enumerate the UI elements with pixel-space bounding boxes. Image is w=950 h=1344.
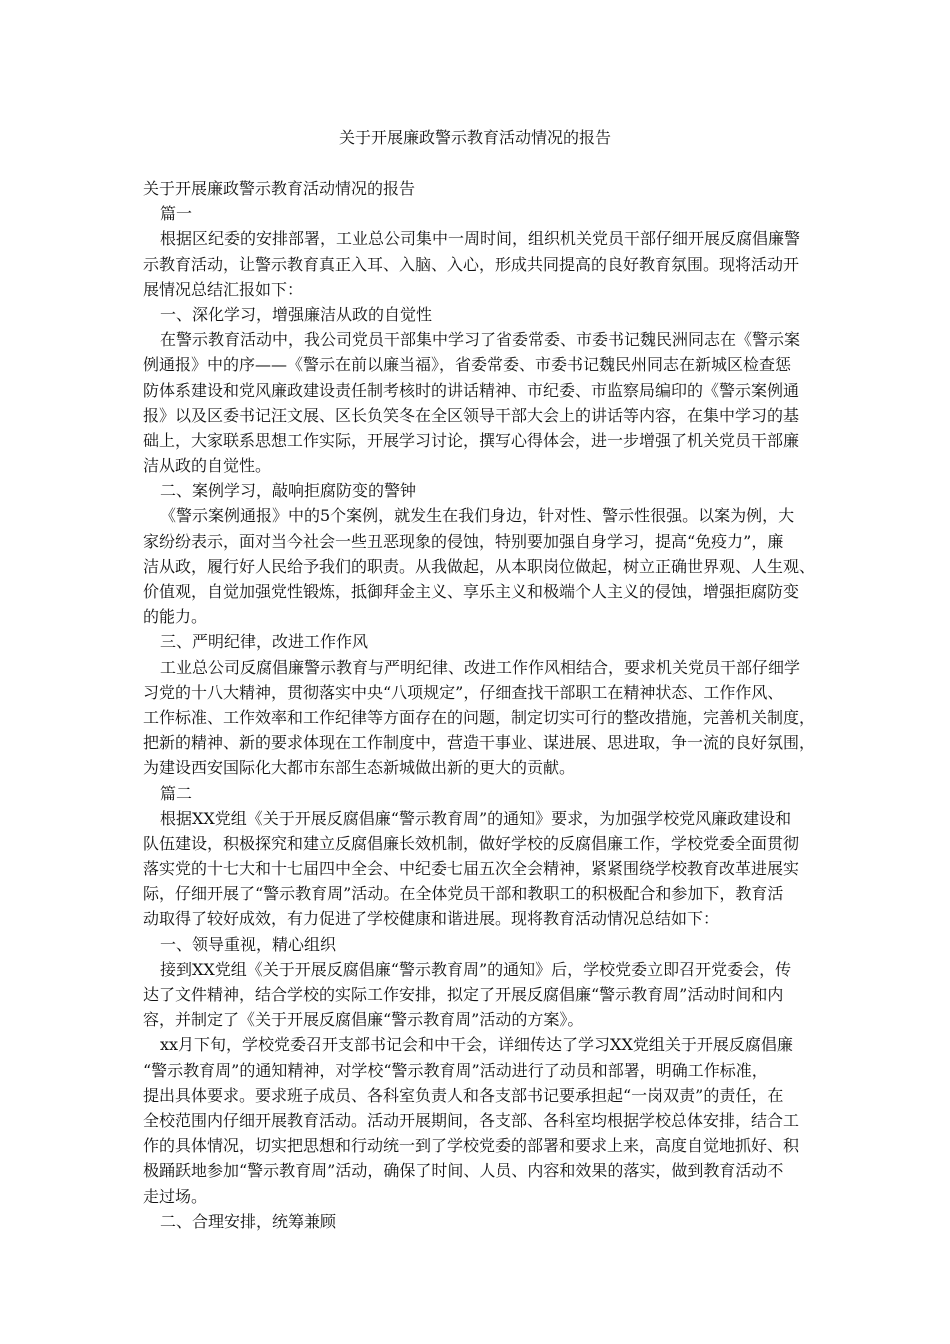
paragraph-line: 际，仔细开展了“警示教育周”活动。在全体党员干部和教职工的积极配合和参加下，教育活 xyxy=(143,884,784,904)
paragraph-line: 把新的精神、新的要求体现在工作制度中，营造干事业、谋进展、思进取，争一流的良好氛围， xyxy=(143,733,816,753)
subsection-heading: 二、案例学习，敲响拒腐防变的警钟 xyxy=(160,481,417,501)
paragraph-line: 的能力。 xyxy=(143,607,208,627)
paragraph-line: 例通报》中的序——《警示在前以廉当福》，省委常委、市委书记魏民州同志在新城区检查惩 xyxy=(143,355,792,375)
paragraph-line: 达了文件精神，结合学校的实际工作安排，拟定了开展反腐倡廉“警示教育周”活动时间和内 xyxy=(143,985,784,1004)
subsection-heading: 三、严明纪律，改进工作作风 xyxy=(160,632,369,652)
paragraph-line: 落实党的十七大和十七届四中全会、中纪委七届五次全会精神，紧紧围绕学校教育改革进展实 xyxy=(143,859,800,879)
paragraph-line: 工作标准、工作效率和工作纪律等方面存在的问题，制定切实可行的整改措施，完善机关制度， xyxy=(143,707,816,727)
paragraph-line: 极踊跃地参加“警示教育周”活动，确保了时间、人员、内容和效果的落实，做到教育活动不 xyxy=(143,1161,784,1181)
section-heading: 篇二 xyxy=(160,783,193,803)
body-subtitle: 关于开展廉政警示教育活动情况的报告 xyxy=(143,179,416,198)
paragraph-line: 提出具体要求。要求班子成员、各科室负责人和各支部书记要承担起“一岗双责”的责任，在 xyxy=(143,1085,784,1105)
subsection-heading: 一、深化学习，增强廉洁从政的自觉性 xyxy=(160,304,433,324)
paragraph-line: 《警示案例通报》中的5个案例，就发生在我们身边，针对性、警示性很强。以案为例，大 xyxy=(160,506,795,526)
paragraph-line: 全校范围内仔细开展教育活动。活动开展期间，各支部、各科室均根据学校总体安排，结合工 xyxy=(143,1110,800,1130)
paragraph-line: 根据XX党组《关于开展反腐倡廉“警示教育周”的通知》要求，为加强学校党风廉政建设和 xyxy=(160,808,792,828)
paragraph-line: 洁从政，履行好人民给予我们的职责。从我做起，从本职岗位做起，树立正确世界观、人生观、 xyxy=(143,556,816,576)
paragraph-line: 队伍建设，积极探究和建立反腐倡廉长效机制，做好学校的反腐倡廉工作，学校党委全面贯彻 xyxy=(143,833,800,853)
document-body xyxy=(143,176,816,1234)
paragraph-line: 防体系建设和党风廉政建设责任制考核时的讲话精神、市纪委、市监察局编印的《警示案例通 xyxy=(143,380,800,400)
paragraph-line: 展情况总结汇报如下： xyxy=(143,279,304,299)
paragraph-line: 习党的十八大精神，贯彻落实中央“八项规定”，仔细查找干部职工在精神状态、工作作风、 xyxy=(143,682,784,702)
paragraph-line: 洁从政的自觉性。 xyxy=(143,456,272,476)
paragraph-line: 容，并制定了《关于开展反腐倡廉“警示教育周”活动的方案》。 xyxy=(143,1010,584,1030)
subsection-heading: 一、领导重视，精心组织 xyxy=(160,934,337,954)
section-heading: 篇一 xyxy=(160,204,193,224)
document-title: 关于开展廉政警示教育活动情况的报告 xyxy=(338,128,611,147)
subsection-heading: 二、合理安排，统筹兼顾 xyxy=(160,1211,337,1231)
paragraph-line: 动取得了较好成效，有力促进了学校健康和谐进展。现将教育活动情况总结如下： xyxy=(143,909,720,929)
paragraph-line: 报》以及区委书记汪文展、区长负笑冬在全区领导干部大会上的讲话等内容，在集中学习的基 xyxy=(143,405,800,425)
paragraph-line: 在警示教育活动中，我公司党员干部集中学习了省委常委、市委书记魏民洲同志在《警示案 xyxy=(160,330,801,350)
paragraph-line: 作的具体情况，切实把思想和行动统一到了学校党委的部署和要求上来，高度自觉地抓好、积 xyxy=(143,1136,800,1156)
paragraph-line: “警示教育周”的通知精神，对学校“警示教育周”活动进行了动员和部署，明确工作标准， xyxy=(143,1060,768,1080)
paragraph-line: xx月下旬，学校党委召开支部书记会和中干会，详细传达了学习XX党组关于开展反腐倡廉 xyxy=(160,1035,793,1055)
paragraph-line: 为建设西安国际化大都市东部生态新城做出新的更大的贡献。 xyxy=(143,758,576,778)
paragraph-line: 工业总公司反腐倡廉警示教育与严明纪律、改进工作作风相结合，要求机关党员干部仔细学 xyxy=(160,657,801,677)
paragraph-line: 根据区纪委的安排部署，工业总公司集中一周时间，组织机关党员干部仔细开展反腐倡廉警 xyxy=(160,229,801,249)
paragraph-line: 走过场。 xyxy=(143,1186,208,1206)
paragraph-line: 家纷纷表示，面对当今社会一些丑恶现象的侵蚀，特别要加强自身学习，提高“免疫力”，廉 xyxy=(143,531,784,551)
paragraph-line: 示教育活动，让警示教育真正入耳、入脑、入心，形成共同提高的良好教育氛围。现将活动开 xyxy=(143,254,800,274)
paragraph-line: 接到XX党组《关于开展反腐倡廉“警示教育周”的通知》后，学校党委立即召开党委会，传 xyxy=(160,959,792,979)
paragraph-line: 础上，大家联系思想工作实际，开展学习讨论，撰写心得体会，进一步增强了机关党员干部廉 xyxy=(143,430,800,450)
paragraph-line: 价值观，自觉加强党性锻炼，抵御拜金主义、享乐主义和极端个人主义的侵蚀，增强拒腐防变 xyxy=(143,582,800,601)
